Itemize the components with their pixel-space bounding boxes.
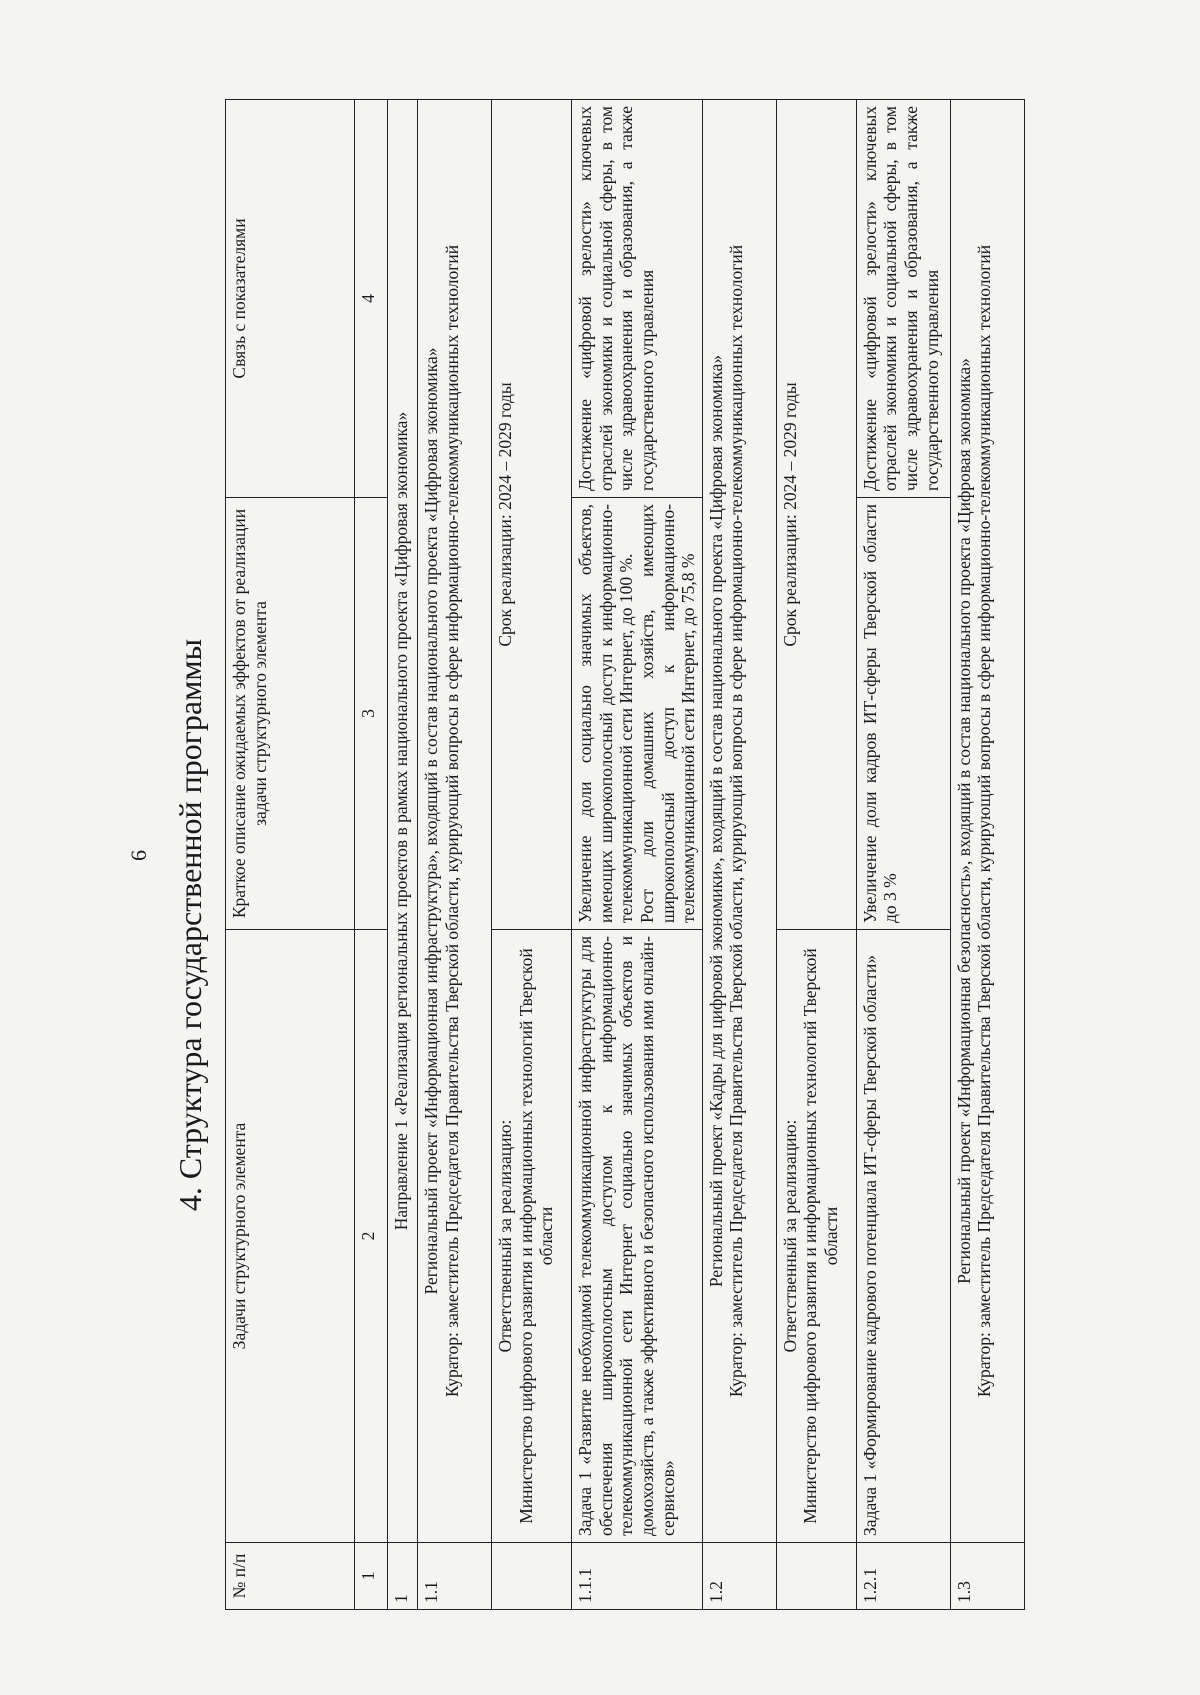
row-num: 1.1.1 <box>572 1543 703 1610</box>
implementation-term: Срок реализации: 2024 – 2029 годы <box>776 100 856 930</box>
project-title: Региональный проект «Информационная инфраструктура», входящий в состав национального проекта «Цифровая экономика» <box>421 347 441 1295</box>
header-effects: Краткое описание ожидаемых эффектов от реализации задачи структурного элемента <box>226 498 355 930</box>
indicator-link: Достижение «цифровой зрелости» ключевых отраслей экономики и социальной сферы, в том числе здравоохранения и образования, а также государственного управления <box>572 100 703 498</box>
project-row <box>950 100 1024 1610</box>
responsible-cell <box>492 930 572 1543</box>
row-num: 1.3 <box>950 1543 1024 1610</box>
project-description <box>702 100 776 1543</box>
row-num: 1 <box>388 1543 418 1610</box>
col-number-1: 1 <box>355 1543 388 1610</box>
effect-item: Увеличение доли социально значимых объектов, имеющих широкополосный доступ к информационно-телекоммуникационной сети Интернет, до 100 %. <box>575 504 637 923</box>
empty-cell <box>776 1543 856 1610</box>
task-row <box>572 100 703 1610</box>
col-number-2: 2 <box>355 930 388 1543</box>
project-curator: Куратор: заместитель Председателя Правительства Тверской области, курирующий вопросы в сфере информационно-телекоммуникационных технологий <box>726 244 747 1398</box>
responsible-label: Ответственный за реализацию: <box>495 1119 515 1353</box>
responsible-label: Ответственный за реализацию: <box>779 1119 800 1353</box>
effect-item: Рост доли домашних хозяйств, имеющих широкополосный доступ к информационно-телекоммуникационной сети Интернет, до 75,8 % <box>636 504 699 923</box>
page-title: 4. Структура государственной программы <box>172 638 208 1212</box>
project-row <box>702 100 776 1610</box>
row-num: 1.2 <box>702 1543 776 1610</box>
project-title: Региональный проект «Кадры для цифровой экономики», входящий в состав национального проекта «Цифровая экономика» <box>705 354 726 1288</box>
header-task: Задачи структурного элемента <box>226 930 355 1543</box>
responsible-row <box>776 100 856 1610</box>
program-structure-table <box>225 99 1025 1610</box>
project-title: Региональный проект «Информационная безопасность», входящий в состав национального проекта «Цифровая экономика» <box>953 358 974 1284</box>
row-num: 1.2.1 <box>856 1543 950 1610</box>
project-curator: Куратор: заместитель Председателя Правительства Тверской области, курирующий вопросы в сфере информационно-телекоммуникационных технологий <box>974 244 995 1398</box>
responsible-row <box>492 100 572 1610</box>
effects-cell <box>572 498 703 930</box>
task-row <box>856 100 950 1610</box>
project-curator: Куратор: заместитель Председателя Правительства Тверской области, курирующий вопросы в сфере информационно-телекоммуникационных технологий <box>441 244 462 1398</box>
task-text: Задача 1 «Развитие необходимой телекоммуникационной инфраструктуры для обеспечения широкополосным доступом к информационно-телекоммуникационной сети Интернет социально значимых объектов и домохозяйств, а также эффективного и безопасного использования ими онлайн-сервисов» <box>572 930 703 1543</box>
indicator-link: Достижение «цифровой зрелости» ключевых отраслей экономики и социальной сферы, в том числе здравоохранения и образования, а также государственного управления <box>856 100 950 498</box>
header-link: Связь с показателями <box>226 100 355 498</box>
direction-text: Направление 1 «Реализация региональных проектов в рамках национального проекта «Цифровая экономика» <box>388 100 418 1543</box>
column-numbers-row <box>355 100 388 1610</box>
col-number-4: 4 <box>355 100 388 498</box>
implementation-term: Срок реализации: 2024 – 2029 годы <box>492 100 572 930</box>
responsible-org: Министерство цифрового развития и информационных технологий Тверской области <box>515 948 557 1524</box>
responsible-cell <box>776 930 856 1543</box>
task-text: Задача 1 «Формирование кадрового потенциала ИТ-сферы Тверской области» <box>856 930 950 1543</box>
row-num: 1.1 <box>418 1543 492 1610</box>
direction-row <box>388 100 418 1610</box>
table-header-row <box>226 100 355 1610</box>
project-description <box>418 100 492 1543</box>
col-number-3: 3 <box>355 498 388 930</box>
empty-cell <box>492 1543 572 1610</box>
responsible-org: Министерство цифрового развития и информационных технологий Тверской области <box>800 948 842 1524</box>
project-row <box>418 100 492 1610</box>
page-number: 6 <box>126 850 151 861</box>
header-num: № п/п <box>226 1543 355 1610</box>
effect-item: Увеличение доли кадров ИТ-сферы Тверской области до 3 % <box>856 498 950 930</box>
project-description <box>950 100 1024 1543</box>
